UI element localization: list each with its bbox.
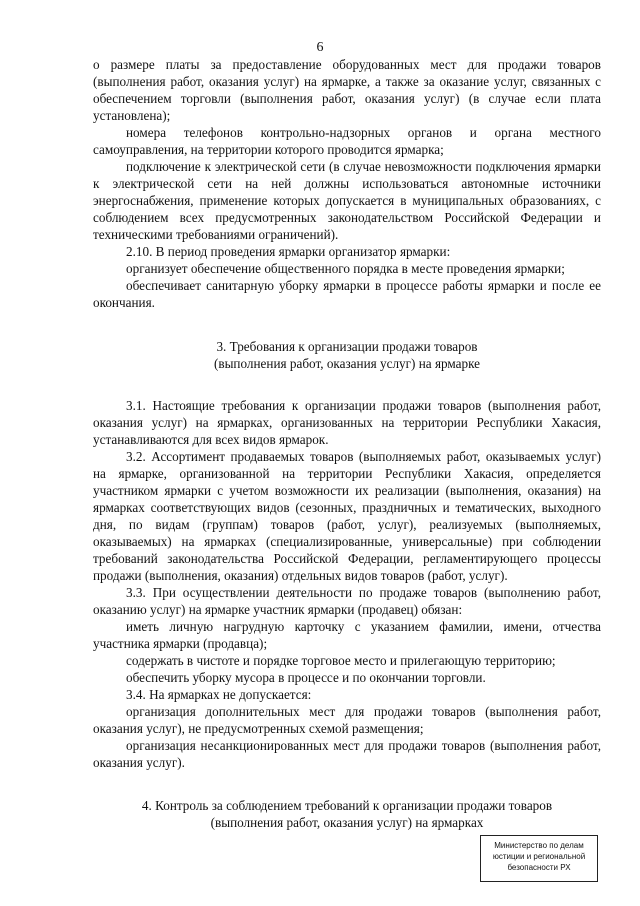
- stamp-line-2: юстиции и региональной: [492, 852, 586, 861]
- section-4-title-line-1: 4. Контроль за соблюдением требований к организации продажи товаров: [141, 798, 553, 813]
- stamp-line-1: Министерство по делам: [494, 841, 584, 850]
- paragraph: 2.10. В период проведения ярмарки организатор ярмарки:: [126, 244, 451, 259]
- page-number: 6: [316, 40, 324, 55]
- section-4-title-line-2: (выполнения работ, оказания услуг) на ярмарках: [210, 815, 484, 830]
- ministry-stamp: [480, 835, 598, 882]
- paragraph: содержать в чистоте и порядке торговое место и прилегающую территорию;: [126, 653, 556, 668]
- paragraph: организует обеспечение общественного порядка в месте проведения ярмарки;: [126, 261, 565, 276]
- paragraph: обеспечивает санитарную уборку ярмарки в процессе работы ярмарки и после ее окончания.: [93, 278, 601, 310]
- paragraph: 3.2. Ассортимент продаваемых товаров (выполняемых работ, оказываемых услуг) на ярмарке, организованной на территории Республики Хакасия, определяется участником ярмарки с учетом возможности их реализации (выполнения, оказания) на ярмарках соответствующих видов (сезонных, праздничных и тематических, выходного дня, по видам (группам) товаров (работ, услуг), реализуемых (выполняемых, оказываемых) на ярмарках (специализированные, универсальные) при соблюдении требований законодательства Российской Федерации, регламентирующего процессы продажи (выполнения, оказания) отдельных видов товаров (работ, услуг).: [93, 449, 601, 583]
- section-4-heading: [93, 797, 601, 831]
- section-3-title-line-2: (выполнения работ, оказания услуг) на ярмарке: [213, 356, 481, 371]
- paragraph: 3.3. При осуществлении деятельности по продаже товаров (выполнению работ, оказанию услуг) на ярмарке участник ярмарки (продавец) обязан:: [93, 585, 601, 617]
- paragraph: номера телефонов контрольно-надзорных органов и органа местного самоуправления, на территории которого проводится ярмарка;: [93, 125, 601, 157]
- paragraph: организация дополнительных мест для продажи товаров (выполнения работ, оказания услуг), не предусмотренных схемой размещения;: [93, 704, 601, 736]
- paragraph: иметь личную нагрудную карточку с указанием фамилии, имени, отчества участника ярмарки (продавца);: [93, 619, 601, 651]
- paragraph: 3.1. Настоящие требования к организации продажи товаров (выполнения работ, оказания услуг) на ярмарках, организованных на территории Республики Хакасия, устанавливаются для всех видов ярмарок.: [93, 398, 601, 447]
- stamp-line-3: безопасности РХ: [507, 863, 571, 872]
- section-3-heading: [93, 338, 601, 372]
- paragraph: 3.4. На ярмарках не допускается:: [126, 687, 312, 702]
- paragraph: о размере платы за предоставление оборудованных мест для продажи товаров (выполнения работ, оказания услуг) на ярмарке, а также за оказание услуг, связанных с обеспечением торговли (выполнения работ, оказания услуг) (в случае если плата установлена);: [93, 57, 601, 123]
- paragraph: подключение к электрической сети (в случае невозможности подключения ярмарки к электрической сети на ней должны использоваться автономные источники энергоснабжения, применение которых допускается в муниципальных образованиях, с соблюдением всех предусмотренных законодательством Российской Федерации и техническими требованиями ограничений).: [93, 159, 601, 242]
- paragraph: организация несанкционированных мест для продажи товаров (выполнения работ, оказания услуг).: [93, 738, 601, 770]
- document-body: [93, 56, 601, 831]
- section-3-title-line-1: 3. Требования к организации продажи товаров: [216, 339, 478, 354]
- paragraph: обеспечить уборку мусора в процессе и по окончании торговли.: [126, 670, 486, 685]
